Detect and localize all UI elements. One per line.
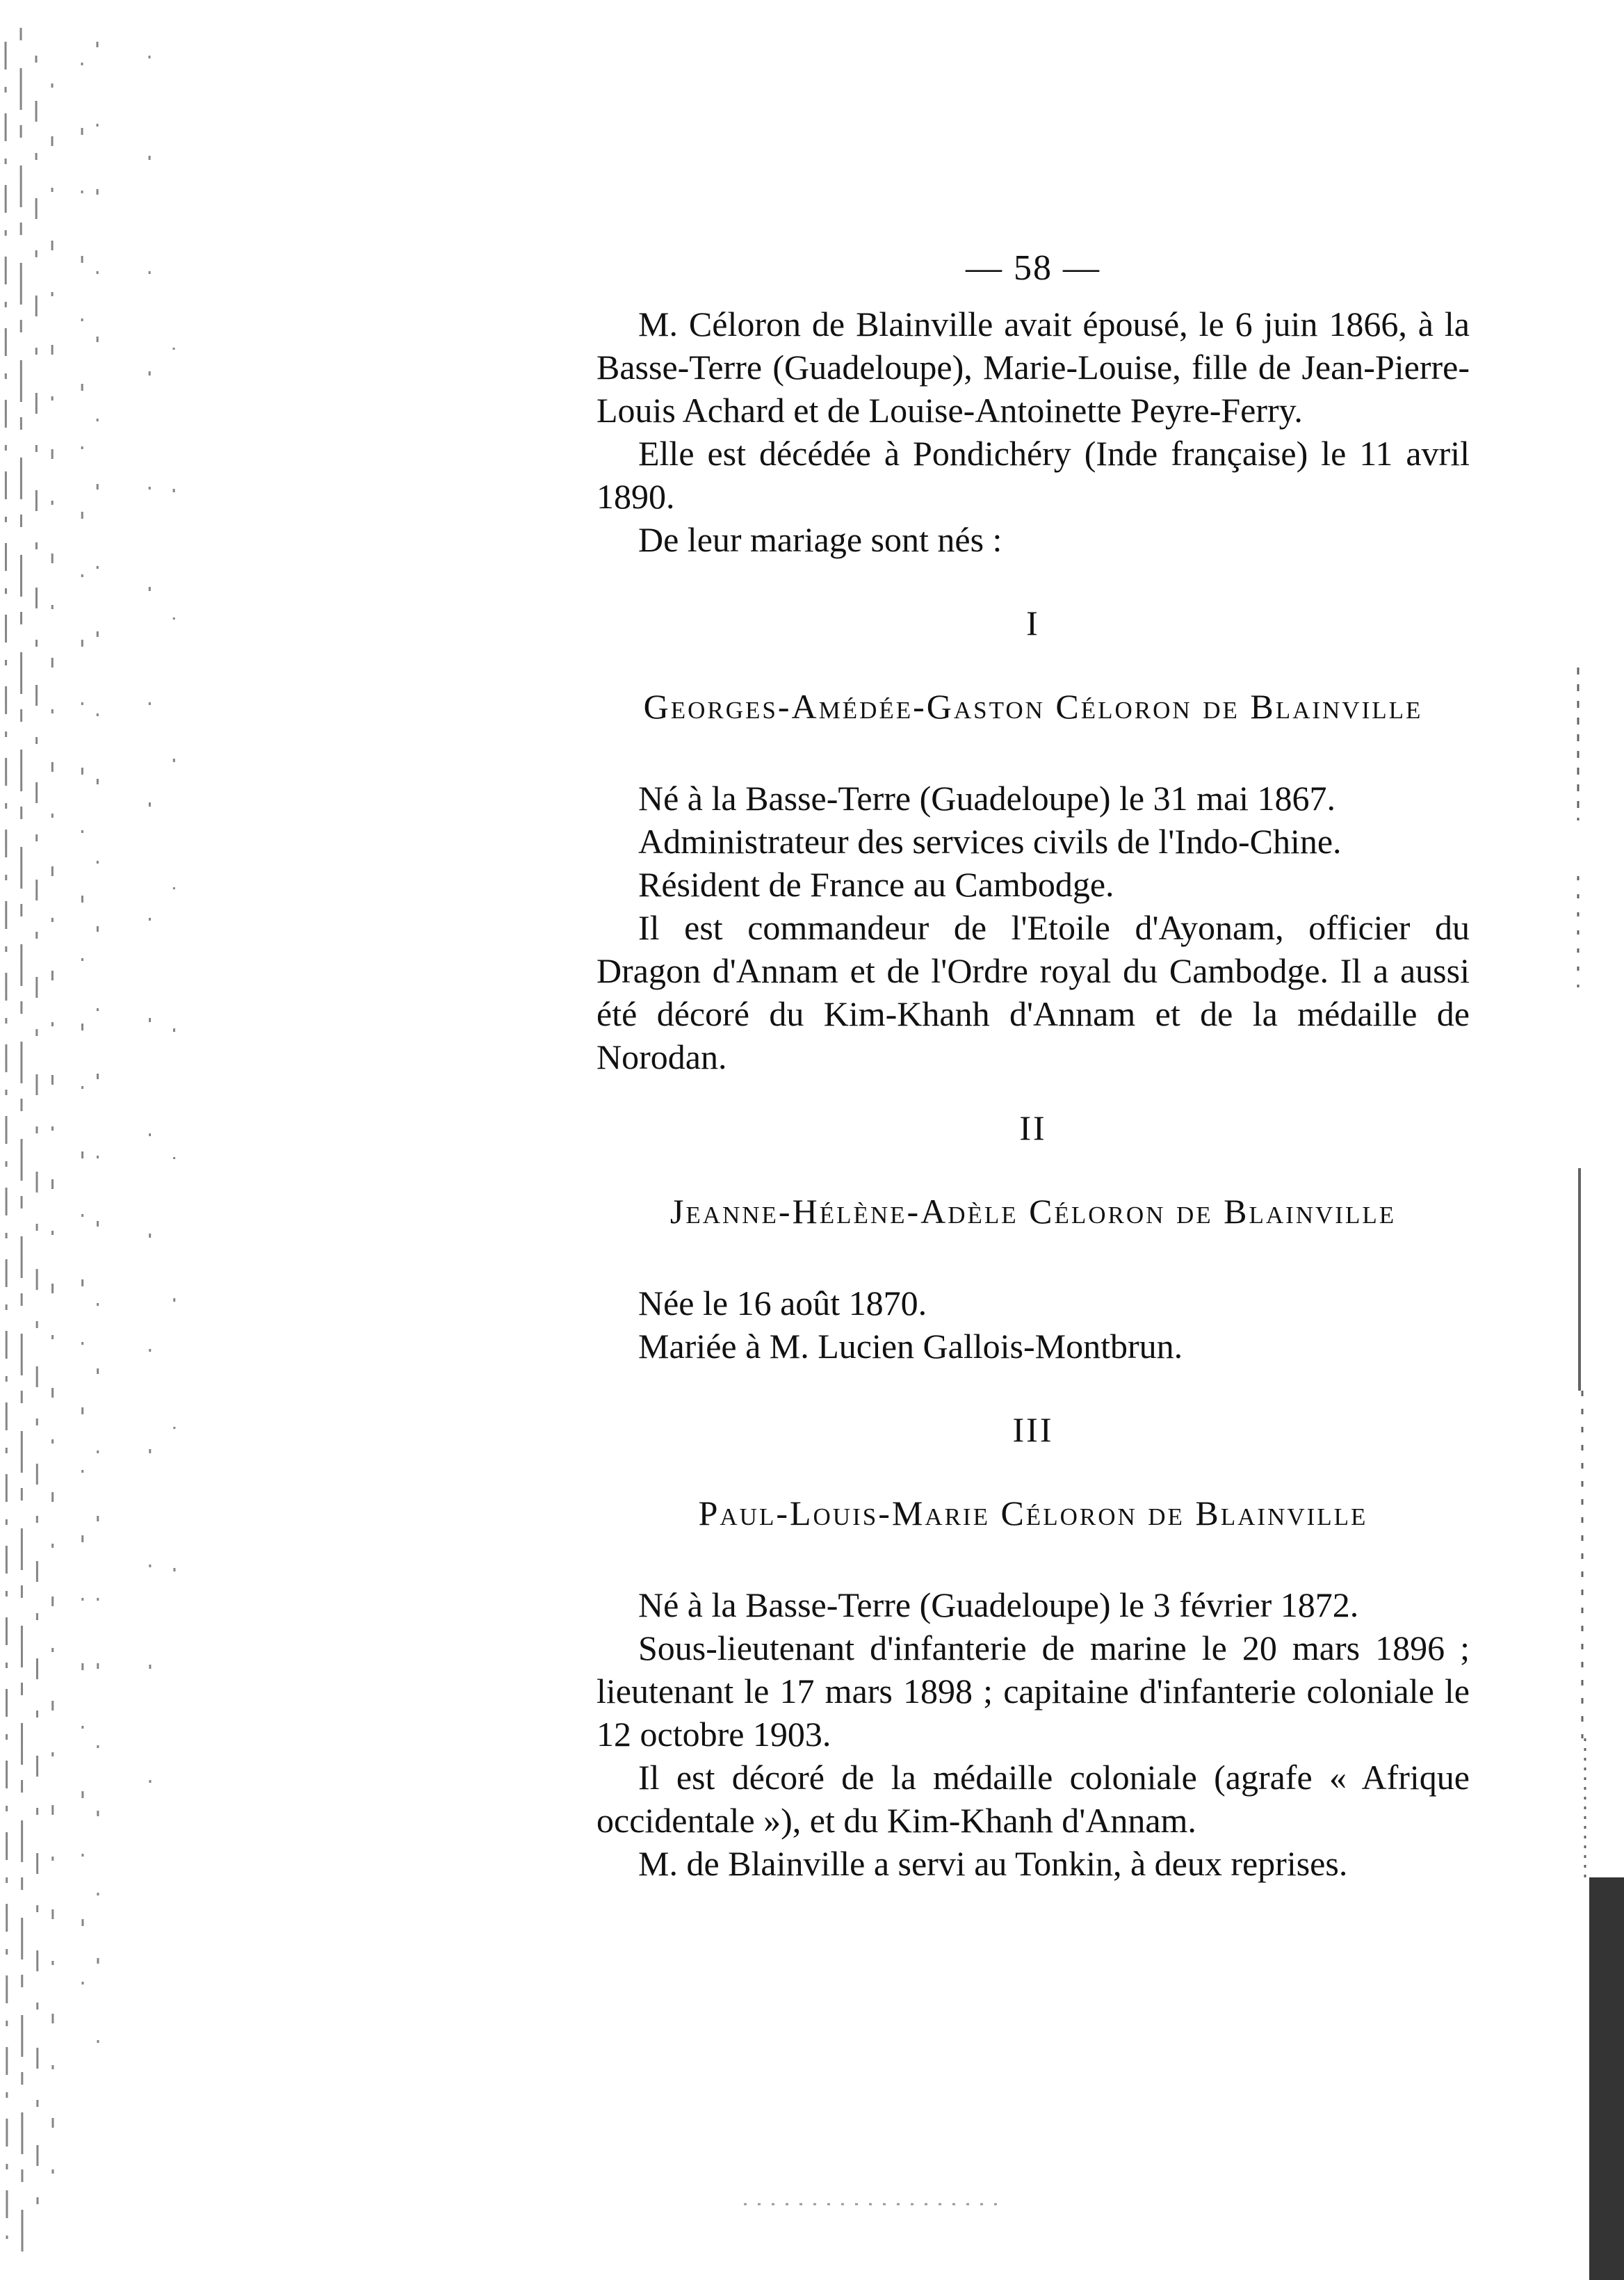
section-numeral: III	[1012, 1410, 1054, 1449]
biography-line: Né à la Basse-Terre (Guadeloupe) le 3 février 1872.	[638, 1585, 1359, 1624]
person-name-heading: Paul-Louis-Marie Céloron de Blainville	[698, 1494, 1368, 1533]
biography-line: Née le 16 août 1870.	[638, 1284, 927, 1323]
bottom-scan-noise	[737, 2190, 1015, 2218]
intro-paragraph: M. Céloron de Blainville avait épousé, le 6 juin 1866, à la Basse-Terre (Guadeloupe), Marie-Louise, fille de Jean-Pierre-Louis Achard et de Louise-Antoinette Peyre-Ferry.	[596, 305, 1470, 430]
intro-paragraph: Elle est décédée à Pondichéry (Inde française) le 11 avril 1890.	[596, 434, 1470, 516]
person-name-heading: Georges-Amédée-Gaston Céloron de Blainville	[643, 687, 1423, 726]
page-number: — 58 —	[966, 248, 1101, 288]
section-numeral: II	[1019, 1108, 1047, 1147]
biography-line: Il est décoré de la médaille coloniale (agrafe « Afrique occidentale »), et du Kim-Khanh d'Annam.	[596, 1758, 1470, 1840]
left-edge-scan-noise	[0, 0, 209, 2280]
intro-paragraph: De leur mariage sont nés :	[638, 520, 1002, 559]
section-numeral: I	[1026, 604, 1040, 642]
biography-line: Résident de France au Cambodge.	[638, 865, 1114, 904]
biography-line: Sous-lieutenant d'infanterie de marine le 20 mars 1896 ; lieutenant le 17 mars 1898 ; capitaine d'infanterie coloniale le 12 octobre 1903.	[596, 1628, 1470, 1754]
biography-line: Il est commandeur de l'Etoile d'Ayonam, officier du Dragon d'Annam et de l'Ordre royal du Cambodge. Il a aussi été décoré du Kim-Khanh d'Annam et de la médaille de Norodan.	[596, 908, 1470, 1076]
biography-line: Né à la Basse-Terre (Guadeloupe) le 31 mai 1867.	[638, 779, 1336, 818]
biography-line: M. de Blainville a servi au Tonkin, à deux reprises.	[638, 1844, 1348, 1883]
biography-line: Mariée à M. Lucien Gallois-Montbrun.	[638, 1327, 1183, 1366]
page-text	[596, 247, 1470, 1885]
biography-line: Administrateur des services civils de l'Indo-Chine.	[638, 822, 1342, 861]
right-edge-scan-noise	[1554, 0, 1624, 2280]
person-name-heading: Jeanne-Hélène-Adèle Céloron de Blainville	[669, 1192, 1397, 1231]
